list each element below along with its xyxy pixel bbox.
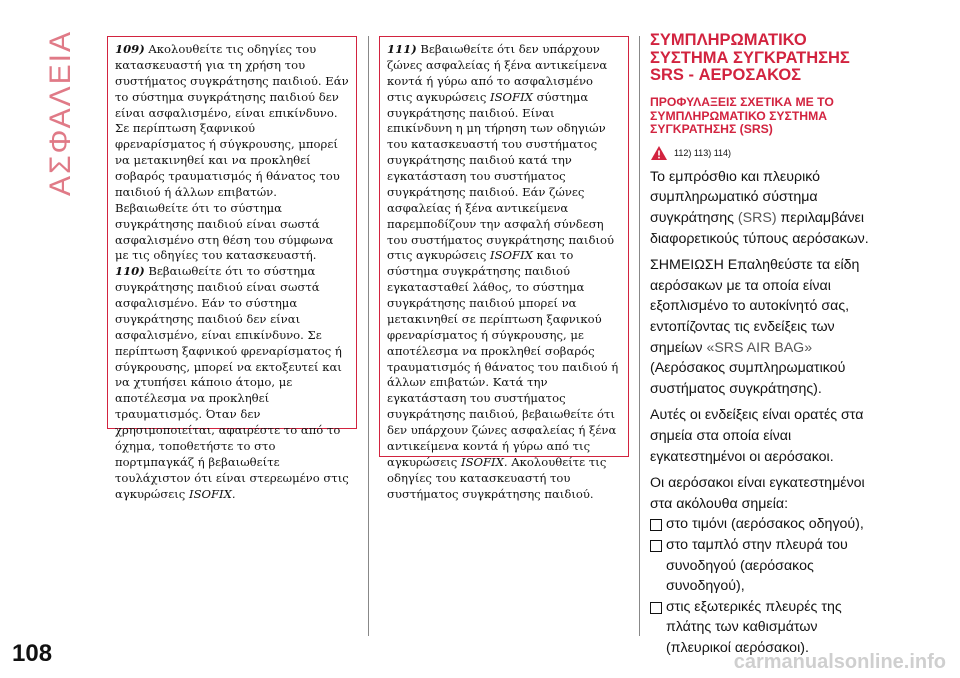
watermark: carmanualsonline.info (733, 651, 946, 673)
srs-term: (SRS) (737, 210, 777, 227)
note-text: σύστημα συγκράτησης παιδιού. Είναι επικίνδυνη η μη τήρηση των οδηγιών του κατασκευαστή του συστήματος συγκράτησης παιδιού κατά την εγκατάσταση του συστήματος συγκράτησης παιδιού. Εάν ζώνες ασφαλείας ή ξένα αντικείμενα παρεμποδίζουν την ασφαλή σύνδεση του συστήματος συγκράτησης παιδιού στις αγκυρώσεις (387, 89, 615, 263)
isofix-term: ISOFIX (490, 89, 533, 104)
isofix-term: ISOFIX (490, 248, 533, 263)
note-text: Ακολουθείτε τις οδηγίες του κατασκευαστή του συστήματος συγκράτησης παιδιού. (387, 454, 607, 501)
warning-references (650, 145, 885, 161)
note-text: Βεβαιωθείτε ότι το σύστημα συγκράτησης παιδιού είναι σωστά ασφαλισμένο. Εάν το σύστημα συγκράτησης παιδιού δεν είναι ασφαλισμένο, είναι επικίνδυνο. Σε περίπτωση ξαφνικού φρεναρίσματος ή σύγκρουσης, μπορεί να εκτοξευτεί και να χτυπήσει κάποιο άτομο, με αποτέλεσμα να προκληθεί τραυματισμός. Όταν δεν χρησιμοποιείται, αφαιρέστε το από το όχημα, τοποθετήστε το στο πορτμπαγκάζ ή βεβαιωθείτε τουλάχιστον ότι είναι στερεωμένο στις αγκυρώσεις (115, 264, 349, 501)
note-110 (115, 264, 349, 502)
list-item-text: στο ταμπλό στην πλευρά του συνοδηγού (αερόσακος συνοδηγού), (666, 536, 848, 595)
section-heading: ΣΥΜΠΛΗΡΩΜΑΤΙΚΟ ΣΥΣΤΗΜΑ ΣΥΓΚΡΑΤΗΣΗΣ SRS - ΑΕΡΟΣΑΚΟΣ (650, 31, 850, 85)
paragraph-note (650, 255, 885, 399)
paragraph-text: περιλαμβάνει διαφορετικούς τύπους αερόσακων. (650, 210, 869, 247)
note-box-left (107, 36, 357, 501)
isofix-term: ISOFIX. (460, 454, 508, 469)
paragraph-visibility: Αυτές οι ενδείξεις είναι ορατές στα σημεία στα οποία είναι εγκατεστημένοι οι αερόσακοι. (650, 407, 864, 465)
paragraph-text: Το εμπρόσθιο και πλευρικό συμπληρωματικό σύστημα συγκράτησης (650, 168, 821, 227)
checkbox-icon (650, 540, 662, 552)
airbag-location-list (650, 514, 885, 658)
note-number: 111) (387, 42, 417, 56)
isofix-term: ISOFIX. (188, 486, 236, 501)
note-text: Ακολουθείτε τις οδηγίες του κατασκευαστή για τη χρήση του συστήματος συγκράτησης παιδιού. Εάν το σύστημα συγκράτησης παιδιού δεν είναι ασφαλισμένο, είναι επικίνδυνο. Σε περίπτωση ξαφνικού φρεναρίσματος ή σύγκρουσης, μπορεί να μετακινηθεί και να προκληθεί σοβαρός τραυματισμός ή θάνατος του παιδιού ή άλλων επιβατών. Βεβαιωθείτε ότι το σύστημα συγκράτησης παιδιού είναι σωστά ασφαλισμένο στη θέση του σύμφωνα με τις οδηγίες του κατασκευαστή. (115, 42, 349, 263)
list-item (650, 597, 885, 659)
note-111 (387, 42, 621, 502)
paragraph-text: (Αερόσακος συμπληρωματικού συστήματος συγκράτησης). (650, 360, 846, 397)
column-divider (368, 36, 369, 636)
srs-airbag-tag: «SRS AIR BAG» (706, 339, 813, 356)
note-109 (115, 42, 349, 264)
page-number: 108 (12, 640, 53, 667)
paragraph-text: ΣΗΜΕΙΩΣΗ Επαληθεύστε τα είδη αερόσακων με τα οποία είναι εξοπλισμένο το αυτοκίνητό σας, εντοπίζοντας τις ενδείξεις των σημείων (650, 257, 860, 356)
note-text: και το σύστημα συγκράτησης παιδιού εγκατασταθεί λάθος, το σύστημα συγκράτησης παιδιού μπορεί να μετακινηθεί σε περίπτωση ξαφνικού φρεναρίσματος ή σύγκρουσης, με αποτέλεσμα να προκληθεί σοβαρός τραυματισμός ή θάνατος του παιδιού ή άλλων επιβατών. Κατά την εγκατάσταση του συστήματος συγκράτησης παιδιού, βεβαιωθείτε ότι δεν υπάρχουν ζώνες ασφαλείας ή ξένα αντικείμενα κοντά ή γύρω από τις αγκυρώσεις (387, 248, 619, 469)
list-item (650, 514, 885, 535)
srs-airbag-section (650, 32, 885, 659)
column-divider (639, 36, 640, 636)
note-number: 109) (115, 42, 145, 56)
warning-triangle-icon (650, 145, 668, 161)
section-title: ΑΣΦΑΛΕΙΑ (44, 30, 77, 197)
note-box-middle (379, 36, 629, 501)
note-number: 110) (115, 264, 145, 279)
subsection-heading: ΠΡΟΦΥΛΑΞΕΙΣ ΣΧΕΤΙΚΑ ΜΕ ΤΟ ΣΥΜΠΛΗΡΩΜΑΤΙΚΟ ΣΥΣΤΗΜΑ ΣΥΓΚΡΑΤΗΣΗΣ (SRS) (650, 94, 834, 137)
paragraph-locations: Οι αερόσακοι είναι εγκατεστημένοι στα ακόλουθα σημεία: (650, 475, 865, 512)
note-text: Βεβαιωθείτε ότι δεν υπάρχουν ζώνες ασφαλείας ή ξένα αντικείμενα κοντά ή γύρω από το ασφαλισμένο στις αγκυρώσεις (387, 42, 608, 104)
list-item-text: στις εξωτερικές πλευρές της πλάτης των καθισμάτων (πλευρικοί αερόσακοι). (666, 598, 842, 656)
list-item (650, 535, 885, 597)
checkbox-icon (650, 519, 662, 531)
paragraph-intro (650, 167, 885, 249)
list-item-text: στο τιμόνι (αερόσακος οδηγού), (666, 516, 864, 533)
checkbox-icon (650, 602, 662, 614)
note-refs-text: 112) 113) 114) (674, 147, 732, 158)
